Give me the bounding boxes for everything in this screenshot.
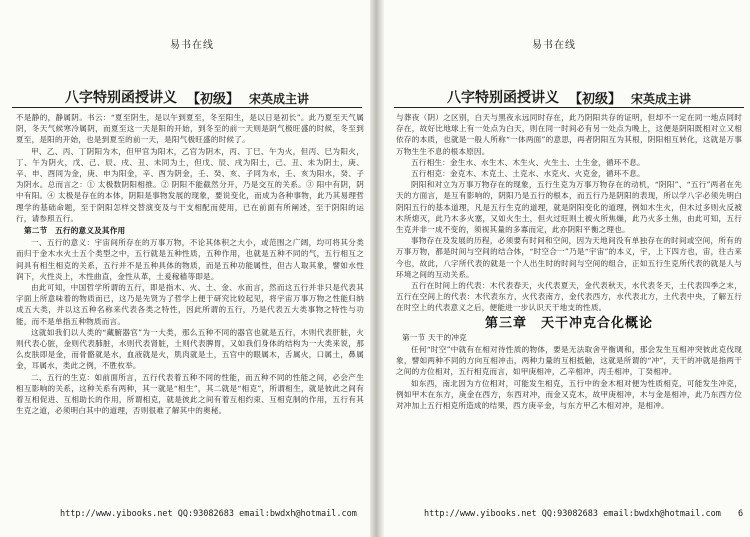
right-body-text	[396, 112, 742, 411]
lecture-title: 八字特别函授讲义	[64, 90, 177, 106]
lecturer-name: 宋英成主讲	[249, 92, 310, 106]
chapter-heading: 第三章 天干冲克合化概论	[484, 315, 653, 331]
footer-url: http://www.yibooks.net	[424, 509, 537, 519]
paragraph: 事物存在及发展的历程，必须要有时间和空间，因为天地间没有单独存在的时间或空间，所有的万事万物，都是时间与空间的结合体，“时空合一”乃是“宇宙”的本义，宇，上下四方也，宙，往古来今也，故此，八字所代表的就是一个人出生时的时间与空间的组合，正如五行生克所代表的就是人与环境之间的互动关系。	[396, 236, 742, 279]
page-number: 6	[737, 509, 744, 519]
level-tag: 【初级】	[568, 92, 621, 107]
section-heading: 第一节 天干的冲克	[402, 332, 467, 342]
paragraph: 由此可知，中国哲学所谓的五行，即是指木、火、土、金、水而言，然而这五行并非只是代表其字面上所意味着的物质而已，这乃是先贤为了哲学上便于研究比较起见，将宇宙万事万物之性能归纳成五大类，并以这五种名称来代表各类之特性，因此所谓的五行，乃是代表五大类事物之特性与功能，而不是单指五种物质而言。	[16, 283, 364, 326]
paragraph: 不是静的，静属阴。书云：“夏至阴生，是以午到夏至，冬至阳生，是以日是初长”。此乃夏至天气属阴，冬天气候寒冷属阴，而夏至这一天是阳的开始，到冬至的前一天则是阴气极旺盛的时候，冬至到夏至，是阳的开始，也是到夏至的前一天，是阳气极旺盛的时候了。	[16, 113, 364, 145]
lecturer-name: 宋英成主讲	[631, 92, 692, 106]
footer-url: http://www.yibooks.net	[60, 509, 173, 519]
page-footer	[60, 509, 379, 519]
footer-qq: QQ:93082683	[541, 509, 599, 519]
paragraph: 甲、乙、丙、丁阴阳为木，但甲官为阳木，乙官为阴木，丙、丁巳、午为火，但丙、巳为阳火，丁、午为阴火，戊、己、辰、戌、丑、未同为土，但戊、辰、戌为阳土，己、丑、未为阴土，庚、辛、申、酉同为金，庚、申为阳金，辛、酉为阴金，壬、癸、亥、子同为水，壬、亥为阳水，癸、子为阴水。总而言之：① 太极数阴阳相推。② 阴阳不能截然分开，乃是交互的关系。③ 阳中有阴，阴中有阳。④ 太极是存在的本体，阴阳是事物发展的现象，要说变化，而成为各种事物，此乃其易理哲理学的基础命题，至于阴阳怎样交替演变及与干支相配而使用，已在前面有所阐述，至于阴阳的运行，请参照五行。	[16, 146, 364, 223]
page-footer	[424, 509, 743, 519]
paragraph: 五行在时间上的代表：木代表春天，火代表夏天，金代表秋天，水代表冬天，土代表四季之末，五行在空间上的代表：木代表东方，火代表南方，金代表西方，水代表北方，土代表中央，了解五行在时空上的代表意义之后，便能进一步认识天干地支的性质。	[396, 281, 742, 313]
lecture-header	[394, 86, 744, 108]
paragraph: 如东西，南北因为方位相对，可能发生相克，五行中的金木相对便为性质相克，可能发生冲克，例如甲木在东方，庚金在西方，东西对冲，而金又克木，故甲庚相冲，木与金是相冲，此乃东西方位对冲加上五行相克所造成的结果，西方庚辛金，与东方甲乙木相对冲，是相冲。	[396, 378, 742, 411]
paragraph: 二、五行的生克：如前面所言，五行代表着五种不同的性能，而五种不同的性能之间，必会产生相互影响的关系，这种关系有两种，其一就是“相生”，其二就是“相克”，所谓相生，就是彼此之间有着互相促进、互相助长的作用，所谓相克，就是彼此之间有着互相约束、互相克制的作用，五行有其生克之道，必须明白其中的道理，否则很难了解其中的奥秘。	[16, 372, 364, 416]
footer-email: email:bwdxh@hotmail.com	[239, 509, 357, 519]
paragraph: 这就如我们以人类的“藏腑器官”为一大类，那么五种不同的器官也就是五行，木则代表肝脏，火则代表心脏，金则代表肺脏，水则代表肾脏，土则代表脾胃，又如我们身体的结构为一大类来说，那么皮肤即是金，而骨骼就是水，血液就是火，肌肉就是土，五官中的眼属木，舌属火，口属土，鼻属金，耳属水，类此之例，不胜枚举。	[16, 327, 364, 371]
left-page	[0, 0, 370, 537]
section-heading: 第二节 五行的意义及其作用	[24, 226, 126, 236]
paragraph: 五行相克：金克木、木克土、土克水、水克火、火克金，循环不息。	[411, 169, 645, 179]
book-gutter	[370, 0, 384, 537]
lecture-title: 八字特别函授讲义	[446, 90, 559, 106]
lecture-header	[12, 86, 362, 108]
paragraph: 五行相生：金生水、水生木、木生火、火生土、土生金，循环不息。	[411, 157, 645, 167]
paragraph: 与葬夜（阴）之区别，白天与黑夜永远同时存在，此乃阴阳共存的证明，但却不一定在同一地点同时存在，故好比地球上有一处点为白天，则在同一时间必有另一处点为晚上，这便是阴阳既相对立又相依存的本质，也就是一般人所称“一体两面”的意思，再者阴阳互为其根，阴阳相互转化，这就是万事万物生生不息的根本原因。	[396, 113, 742, 156]
paragraph: 阴阳和对立为万事万物存在的现象，五行生克为万事万物存在的动机，“阴阳”、“五行”两者在先天的方面言，是互有影响的，阴阳乃是五行的根本，而五行乃是阴阳的表现，所以学八字必须先明白阴阳五行的基本道理，凡是五行生克的道理，就是阴阳变化的道理，例如木生火，但木过多则火反被木所熄灭，此乃木多火塞，又如火生土，但火过旺则土被火所焦燥，此乃火多土焦，由此可知，五行生克并非一成不变的，须视其量的多寡而定，此亦阴阳平衡之理也。	[396, 180, 742, 235]
left-body-text	[16, 112, 364, 416]
right-page	[384, 0, 750, 537]
site-name: 易书在线	[532, 40, 576, 51]
right-body-before	[396, 112, 742, 314]
right-body-after	[396, 344, 742, 411]
level-tag: 【初级】	[186, 92, 239, 107]
paragraph: 一、五行的意义：宇宙间所存在的万事万物，不论其体积之大小，或范围之广阔，均可将其分类而归于金木水火土五个类型之中，五行就是五种性质，五种作用，也就是五种不同的气，五行相互之间具有相生相克的关系，五行并不是五种具体的物质，而是五种功能属性，但古人取其象，譬如水性润下，火性炎上，木性曲直，金性从革，土爰稼穑等即是。	[16, 238, 364, 281]
site-name: 易书在线	[170, 40, 214, 51]
paragraph: 任何“时空”中就有在相对待性质的物体，要是无法取舍平衡调和，那会发生互相冲突彼此克伐现象，譬如两种不同的方向互相冲击，两种力量的互相抵触，这就是所谓的“冲”，天干的冲就是指两干之间的方位相对，五行相克而言，如甲庚相冲，乙辛相冲，丙壬相冲，丁癸相冲。	[396, 345, 742, 377]
footer-email: email:bwdxh@hotmail.com	[603, 509, 721, 519]
footer-qq: QQ:93082683	[177, 509, 235, 519]
